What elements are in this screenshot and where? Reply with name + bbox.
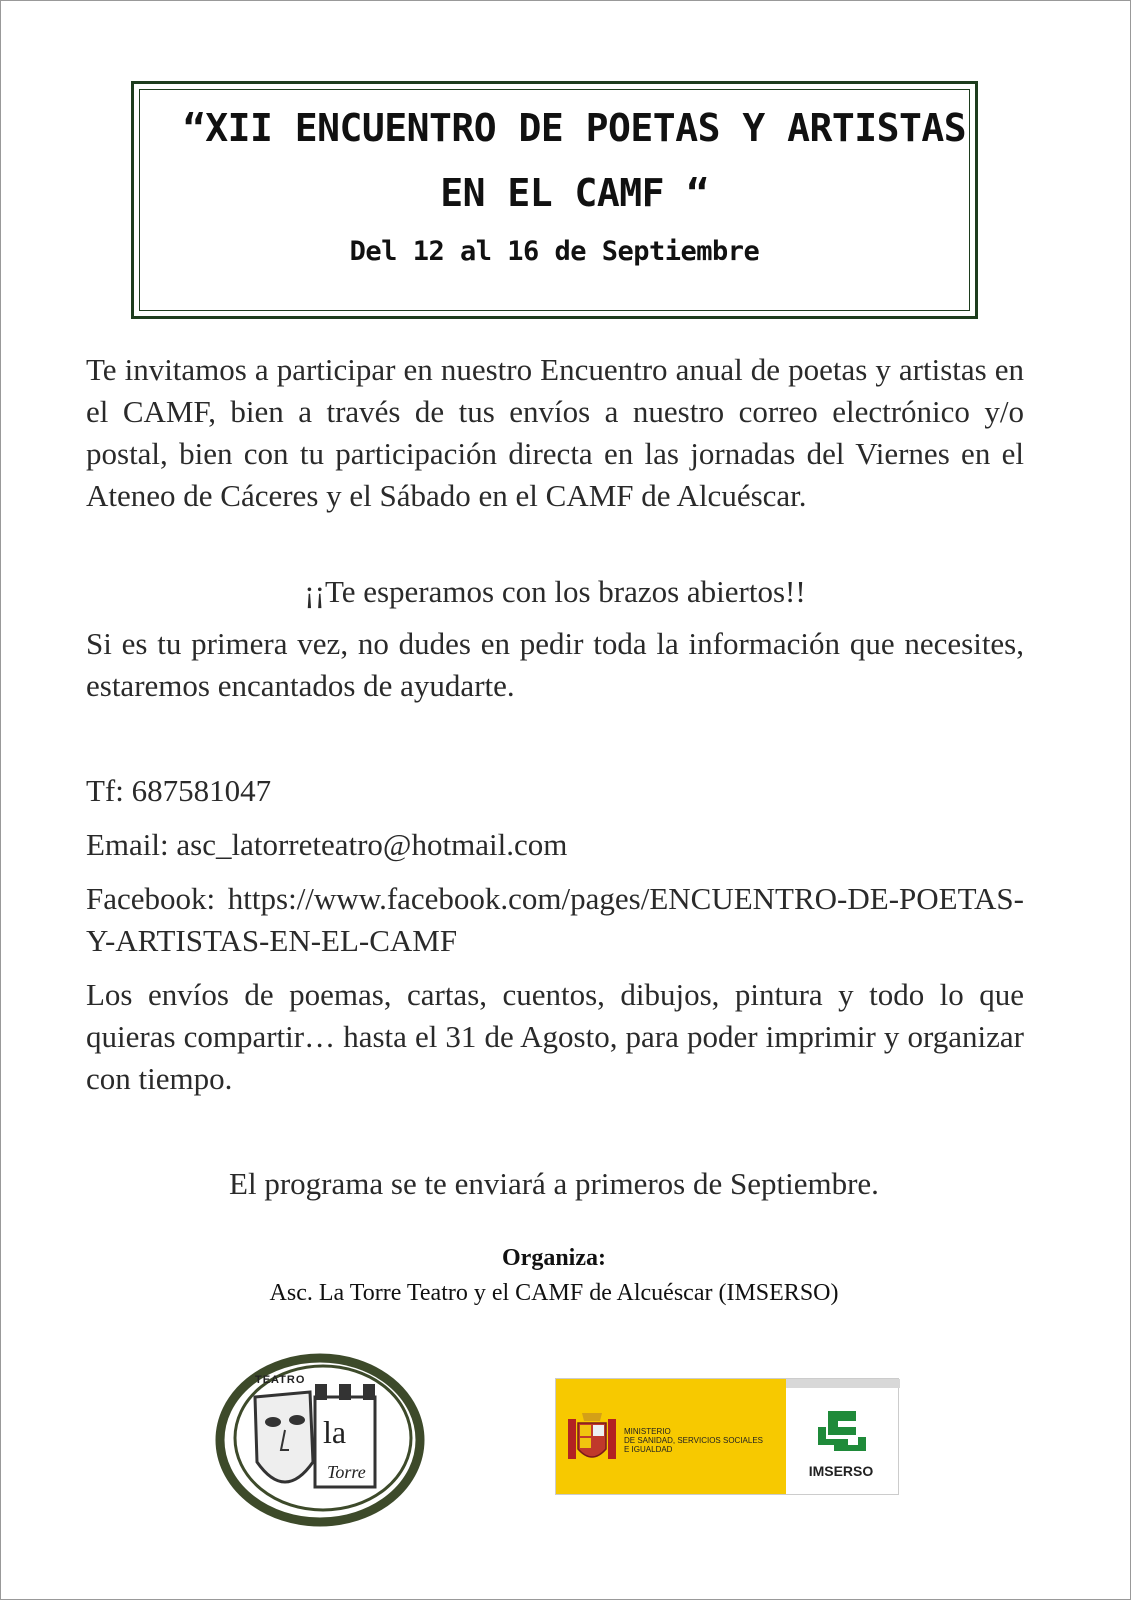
- ministerio-imserso-logo: [555, 1378, 899, 1495]
- welcome-line: ¡¡Te esperamos con los brazos abiertos!!: [304, 574, 806, 609]
- event-title-line-1: “XII ENCUENTRO DE POETAS Y ARTISTAS: [182, 106, 967, 150]
- organizer-heading: Organiza:: [502, 1245, 606, 1271]
- phone-line: Tf: 687581047: [86, 773, 272, 808]
- torre-logo-text: Torre: [327, 1462, 366, 1482]
- teatro-logo-text: TEATRO: [255, 1374, 306, 1386]
- imserso-symbol-icon: [814, 1405, 870, 1457]
- spain-coat-of-arms-icon: [566, 1409, 618, 1467]
- imserso-grey-bar: [786, 1379, 900, 1388]
- la-torre-logo-graphic: [215, 1352, 425, 1527]
- organizer-text: Asc. La Torre Teatro y el CAMF de Alcuéscar (IMSERSO): [269, 1280, 839, 1306]
- ministerio-line-3: E IGUALDAD: [624, 1445, 673, 1454]
- ministerio-line-1: MINISTERIO: [624, 1427, 671, 1436]
- email-line[interactable]: Email: asc_latorreteatro@hotmail.com: [86, 827, 568, 862]
- event-dates: Del 12 al 16 de Septiembre: [349, 236, 760, 267]
- program-note: El programa se te enviará a primeros de Septiembre.: [229, 1166, 879, 1201]
- deadline-paragraph: Los envíos de poemas, cartas, cuentos, dibujos, pintura y todo lo que quieras compartir… hasta el 31 de Agosto, para poder imprimir y organizar con tiempo.: [86, 977, 1024, 1096]
- la-torre-teatro-logo: [215, 1352, 425, 1527]
- event-title-line-2: EN EL CAMF “: [440, 171, 709, 215]
- title-box: [131, 81, 978, 319]
- imserso-label: IMSERSO: [808, 1463, 874, 1479]
- ministerio-line-2: DE SANIDAD, SERVICIOS SOCIALES: [624, 1436, 764, 1445]
- first-time-paragraph: Si es tu primera vez, no dudes en pedir toda la información que necesites, estaremos encantados de ayudarte.: [86, 626, 1024, 703]
- facebook-link[interactable]: Facebook: https://www.facebook.com/pages/ENCUENTRO-DE-POETAS-Y-ARTISTAS-EN-EL-CAMF: [86, 881, 1024, 958]
- ministerio-text: [624, 1427, 784, 1454]
- la-logo-text: la: [323, 1414, 347, 1450]
- intro-paragraph: Te invitamos a participar en nuestro Encuentro anual de poetas y artistas en el CAMF, bien a través de tus envíos a nuestro correo electrónico y/o postal, bien con tu participación directa en las jornadas del Viernes en el Ateneo de Cáceres y el Sábado en el CAMF de Alcuéscar.: [86, 352, 1024, 513]
